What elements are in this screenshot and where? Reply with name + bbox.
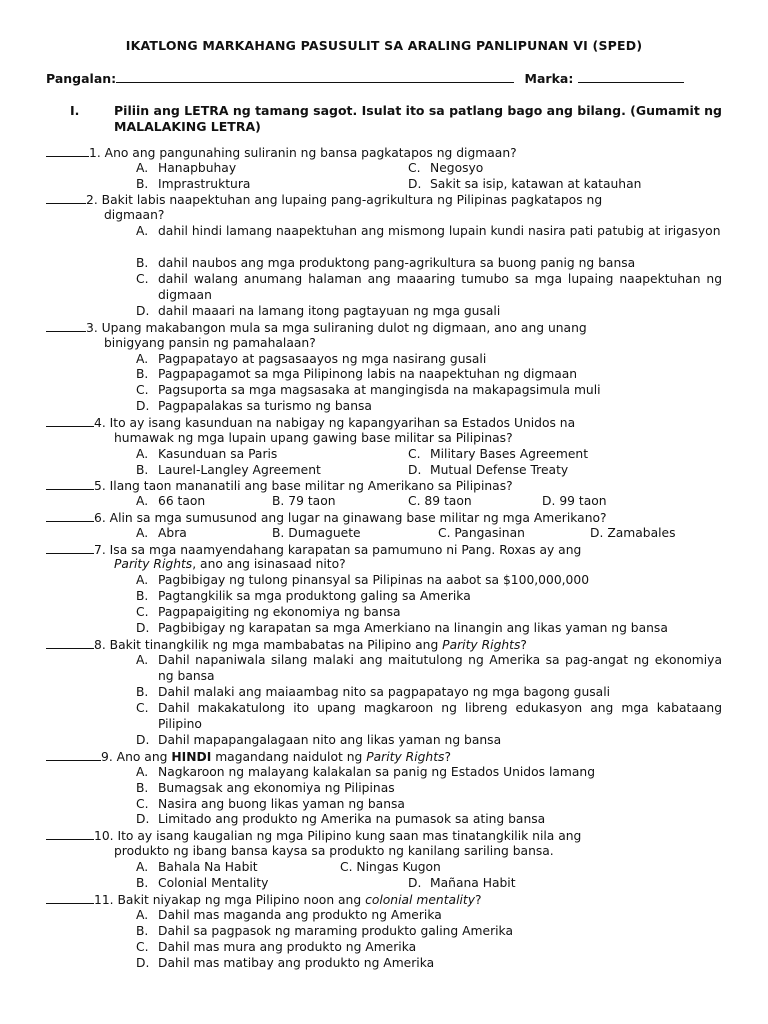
q11-option-a: A. Dahil mas maganda ang produkto ng Amerika — [136, 908, 442, 922]
q8-option-d: D. Dahil mapapangalagaan nito ang likas yaman ng bansa — [136, 733, 502, 747]
q4-option-a: A. Kasunduan sa Paris — [136, 447, 278, 461]
question-8: 8. Bakit tinangkilik ng mga mambabatas na Pilipino ang Parity Rights? — [46, 637, 726, 654]
q11-option-c: C. Dahil mas mura ang produkto ng Amerika — [136, 940, 417, 954]
q11-option-d: D. Dahil mas matibay ang produkto ng Amerika — [136, 956, 435, 970]
question-6: 6. Alin sa mga sumusunod ang lugar na ginawang base militar ng mga Amerikano? — [46, 510, 726, 527]
question-4: 4. Ito ay isang kasunduan na nabigay ng kapangyarihan sa Estados Unidos na — [46, 415, 726, 432]
name-blank[interactable] — [116, 71, 514, 83]
q2-option-d: D. dahil maaari na lamang itong pagtayuan ng mga gusali — [136, 304, 501, 318]
answer-blank[interactable] — [46, 145, 89, 157]
q6-option-d: D. Zamabales — [590, 526, 676, 540]
q9-option-b: B. Bumagsak ang ekonomiya ng Pilipinas — [136, 781, 395, 795]
q7-option-a: A. Pagbibigay ng tulong pinansyal sa Pilipinas na aabot sa $100,000,000 — [136, 573, 590, 587]
question-3-continued: binigyang pansin ng pamahalaan? — [104, 336, 316, 350]
instruction-number: I. — [70, 103, 80, 118]
q3-option-c: C. Pagsuporta sa mga magsasaka at mangingisda na makapagsimula muli — [136, 383, 601, 397]
name-score-line — [46, 71, 684, 86]
q5-option-a: A. 66 taon — [136, 494, 206, 508]
q8-option-c: C. Dahil makakatulong ito upang magkaroon ng libreng edukasyon ang mga kabataang Pilipino — [136, 701, 722, 731]
q4-option-c: C. Military Bases Agreement — [408, 447, 589, 461]
q3-option-d: D. Pagpapalakas sa turismo ng bansa — [136, 399, 372, 413]
answer-blank[interactable] — [46, 828, 94, 840]
q8-option-b: B. Dahil malaki ang maiaambag nito sa pagpapatayo ng mga bagong gusali — [136, 685, 611, 699]
q8-option-a: A. Dahil napaniwala silang malaki ang maitutulong ng Amerika sa pag-angat ng ekonomiya ng bansa — [136, 653, 722, 683]
question-5: 5. Ilang taon mananatili ang base militar ng Amerikano sa Pilipinas? — [46, 478, 726, 495]
q9-option-c: C. Nasira ang buong likas yaman ng bansa — [136, 797, 405, 811]
score-label: Marka: — [524, 71, 574, 86]
q3-option-a: A. Pagpapatayo at pagsasaayos ng mga nasirang gusali — [136, 352, 487, 366]
question-9: 9. Ano ang HINDI magandang naidulot ng Parity Rights? — [46, 749, 726, 766]
instruction-text: Piliin ang LETRA ng tamang sagot. Isulat ito sa patlang bago ang bilang. (Gumamit ng MALALAKING LETRA) — [114, 103, 722, 134]
question-7: 7. Isa sa mga naamyendahang karapatan sa pamumuno ni Pang. Roxas ay ang — [46, 542, 726, 559]
answer-blank[interactable] — [46, 510, 94, 522]
q7-option-b: B. Pagtangkilik sa mga produktong galing sa Amerika — [136, 589, 471, 603]
q6-option-a: A. Abra — [136, 526, 187, 540]
answer-blank[interactable] — [46, 192, 86, 204]
question-4-continued: humawak ng mga lupain upang gawing base militar sa Pilipinas? — [114, 431, 513, 445]
q7-option-c: C. Pagpapaigiting ng ekonomiya ng bansa — [136, 605, 401, 619]
answer-blank[interactable] — [46, 478, 94, 490]
question-10-continued: produkto ng ibang bansa kaysa sa produkto ng kanilang sariling bansa. — [114, 844, 554, 858]
answer-blank[interactable] — [46, 415, 94, 427]
answer-blank[interactable] — [46, 320, 86, 332]
q5-option-c: C. 89 taon — [408, 494, 472, 508]
answer-blank[interactable] — [46, 749, 101, 761]
q10-option-c: C. Ningas Kugon — [340, 860, 441, 874]
q1-option-d: D. Sakit sa isip, katawan at katauhan — [408, 177, 642, 191]
question-10: 10. Ito ay isang kaugalian ng mga Pilipino kung saan mas tinatangkilik nila ang — [46, 828, 726, 845]
q5-option-b: B. 79 taon — [272, 494, 336, 508]
q2-option-a: A. dahil hindi lamang naapektuhan ang mismong lupain kundi nasira pati patubig at irigasyon — [136, 224, 721, 238]
exam-title: IKATLONG MARKAHANG PASUSULIT SA ARALING PANLIPUNAN VI (SPED) — [125, 38, 643, 53]
q6-option-b: B. Dumaguete — [272, 526, 361, 540]
question-2: 2. Bakit labis naapektuhan ang lupaing pang-agrikultura ng Pilipinas pagkatapos ng — [46, 192, 726, 209]
q5-option-d: D. 99 taon — [542, 494, 607, 508]
q4-option-d: D. Mutual Defense Treaty — [408, 463, 569, 477]
q10-option-b: B. Colonial Mentality — [136, 876, 269, 890]
q2-option-c: C. dahil walang anumang halaman ang maaaring tumubo sa mga lupaing naapektuhan ng digmaan — [136, 272, 722, 302]
answer-blank[interactable] — [46, 542, 94, 554]
q7-option-d: D. Pagbibigay ng karapatan sa mga Amerkiano na linangin ang likas yaman ng bansa — [136, 621, 668, 635]
q9-option-d: D. Limitado ang produkto ng Amerika na pumasok sa ating bansa — [136, 812, 546, 826]
q1-option-b: B. Imprastruktura — [136, 177, 251, 191]
name-label: Pangalan: — [46, 71, 117, 86]
answer-blank[interactable] — [46, 892, 94, 904]
question-11: 11. Bakit niyakap ng mga Pilipino noon ang colonial mentality? — [46, 892, 726, 909]
q2-option-b: B. dahil naubos ang mga produktong pang-agrikultura sa buong panig ng bansa — [136, 256, 636, 270]
score-blank[interactable] — [578, 71, 684, 83]
q1-option-c: C. Negosyo — [408, 161, 484, 175]
q6-option-c: C. Pangasinan — [438, 526, 525, 540]
q11-option-b: B. Dahil sa pagpasok ng maraming produkto galing Amerika — [136, 924, 513, 938]
q1-option-a: A. Hanapbuhay — [136, 161, 237, 175]
question-3: 3. Upang makabangon mula sa mga suliraning dulot ng digmaan, ano ang unang — [46, 320, 726, 337]
q9-option-a: A. Nagkaroon ng malayang kalakalan sa panig ng Estados Unidos lamang — [136, 765, 596, 779]
question-1: 1. Ano ang pangunahing suliranin ng bansa pagkatapos ng digmaan? — [46, 145, 726, 162]
q4-option-b: B. Laurel-Langley Agreement — [136, 463, 321, 477]
q10-option-d: D. Mañana Habit — [408, 876, 516, 890]
q3-option-b: B. Pagpapagamot sa mga Pilipinong labis na naapektuhan ng digmaan — [136, 367, 578, 381]
question-2-continued: digmaan? — [104, 208, 165, 222]
q10-option-a: A. Bahala Na Habit — [136, 860, 258, 874]
question-7-continued: Parity Rights, ano ang isinasaad nito? — [114, 557, 346, 571]
answer-blank[interactable] — [46, 637, 94, 649]
